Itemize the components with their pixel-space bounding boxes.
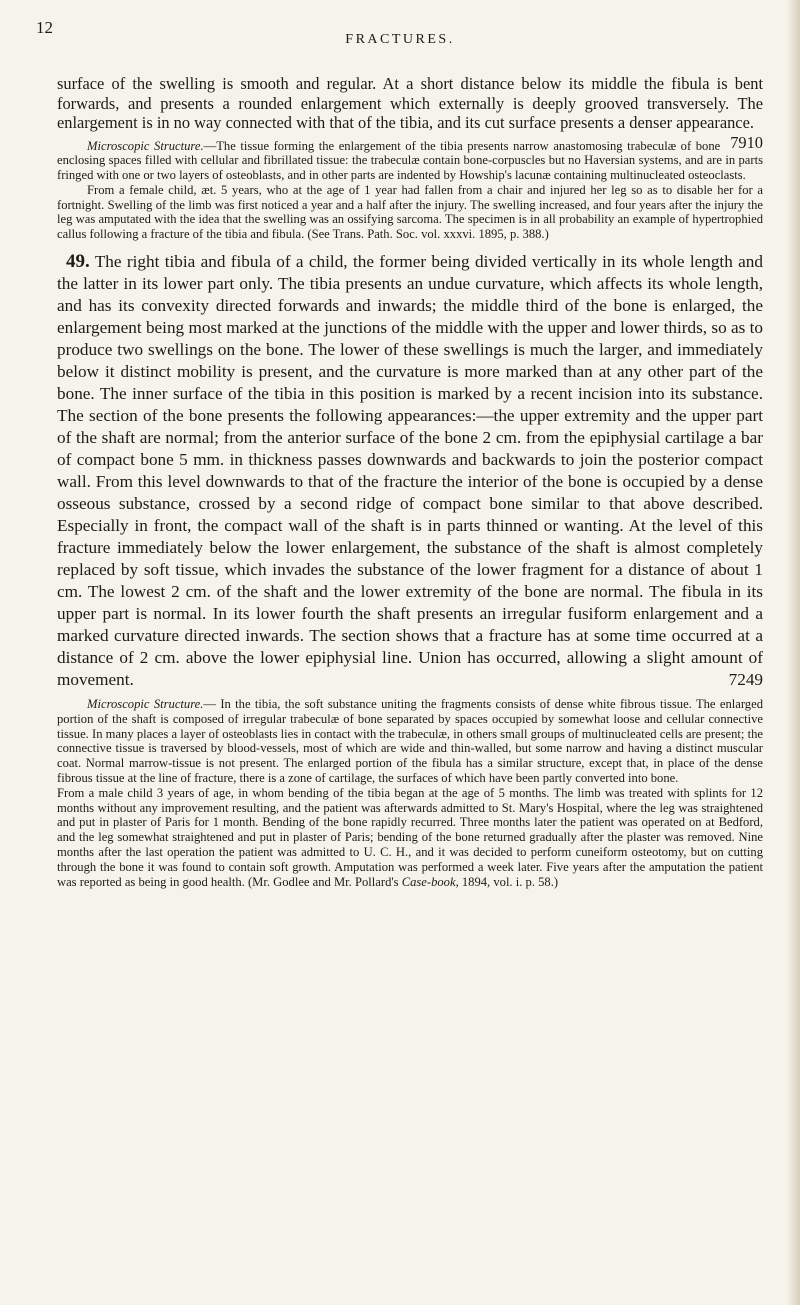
note-text: From a female child, æt. 5 years, who at the age of 1 year had fallen from a chair and injured her leg so as to disable her for a fortnight. Swelling of the limb was first noticed a year and a half after the injury. The swelling increased, and four years after the injury the leg was amputated with the idea that the swelling was an ossifying sarcoma. The specimen is in all probability an example of hypertrophied callus following a fracture of the tibia and fibula. (See Trans. Path. Soc. vol. xxxvi. 1895, p. 388.)	[57, 182, 763, 242]
note-heading: Microscopic Structure.	[87, 697, 204, 712]
case-history-note	[57, 183, 763, 242]
page-number: 12	[36, 18, 53, 37]
paragraph-text: surface of the swelling is smooth and regular. At a short distance below its middle the fibula is bent forwards, and presents a rounded enlargement which externally is deeply grooved transversely. The enlargement is in no way connected with that of the tibia, and its cut surface presents a denser appearance.	[57, 74, 763, 132]
specimen-text: The right tibia and fibula of a child, the former being divided vertically in its whole length and the latter in its lower part only. The tibia presents an undue curvature, which affects its whole length, and has its convexity directed forwards and inwards; the middle third of the bone is enlarged, the enlargement being most marked at the junctions of the middle with the upper and lower thirds, so as to produce two swellings on the bone. The lower of these swellings is much the larger, and immediately below it distinct mobility is present, and the curvature is more marked than at any other part of the bone. The inner surface of the tibia in this position is marked by a recent incision into its substance. The section of the bone presents the following appearances:—the upper extremity and the upper part of the shaft are normal; from the anterior surface of the bone 2 cm. from the epiphysial cartilage a bar of compact bone 5 mm. in thickness passes downwards and backwards to join the posterior compact wall. From this level downwards to that of the fracture the interior of the bone is occupied by a dense osseous substance, crossed by a second ridge of compact bone similar to that above described. Especially in front, the compact wall of the shaft is in parts thinned or wanting. At the level of this fracture immediately below the lower enlargement, the substance of the shaft is almost completely replaced by soft tissue, which invades the substance of the lower fragment for a distance of about 1 cm. The lowest 2 cm. of the shaft and the lower extremity of the bone are normal. The fibula in its upper part is normal. In its lower fourth the shaft presents an irregular fusiform enlargement and a marked curvature directed inwards. The section shows that a fracture has at some time occurred at a distance of 2 cm. above the lower epiphysial line. Union has occurred, allowing a slight amount of movement.	[57, 252, 763, 690]
specimen-49-description	[57, 251, 763, 691]
specimen-number: 49.	[66, 251, 90, 273]
case-book-reference: Case-book	[401, 874, 456, 889]
note-text: —The tissue forming the enlargement of the tibia presents narrow anastomosing trabeculæ of bone enclosing spaces filled with cellular and fibrillated tissue: the trabeculæ contain bone-corpuscles but no Haversian systems, and are in parts fringed with one or two layers of osteoblasts, and in other parts are indented by Howship's lacunæ containing multinucleated osteoclasts.	[57, 138, 763, 183]
microscopic-structure-note	[57, 139, 763, 183]
running-title: FRACTURES.	[345, 32, 455, 47]
catalogue-number: 7910	[730, 132, 763, 152]
microscopic-structure-note	[57, 697, 763, 786]
page-edge-shadow	[786, 0, 800, 1305]
note-text: — In the tibia, the soft substance uniting the fragments consists of dense white fibrous tissue. The enlarged portion of the shaft is composed of irregular trabeculæ of bone separated by spaces occupied by somewhat loose and cellular connective tissue. In many places a layer of osteoblasts lies in contact with the trabeculæ, in others small groups of multinucleated cells are present; the connective tissue is traversed by blood-vessels, most of which are wide and thin-walled, but some narrow and having a distinct muscular coat. Normal marrow-tissue is not present. The enlarged portion of the fibula has a similar structure, except that, in place of the dense fibrous tissue at the line of fracture, there is a zone of cartilage, the surfaces of which have been partly converted into bone.	[57, 697, 763, 786]
note-heading: Microscopic Structure.	[87, 138, 204, 153]
page-content	[57, 74, 763, 889]
case-history-note	[57, 786, 763, 890]
note-text: From a male child 3 years of age, in whom bending of the tibia began at the age of 5 months. The limb was treated with splints for 12 months without any improvement resulting, and the patient was afterwards admitted to St. Mary's Hospital, where the leg was straightened and put in plaster of Paris for 1 month. Bending of the bone rapidly recurred. Three months later the patient was operated on at Bedford, and the leg somewhat straightened and put in plaster of Paris; bending of the bone returned gradually after the plaster was removed. Nine months after the last operation the patient was admitted to U. C. H., and it was decided to perform cuneiform osteotomy, but on cutting through the bone it was found to contain soft growth. Amputation was performed a week later. Five years after the amputation the patient was reported as being in good health. (Mr. Godlee and Mr. Pollard's	[57, 785, 763, 889]
reference-end: , 1894, vol. i. p. 58.)	[455, 874, 559, 889]
catalogue-number: 7249	[728, 670, 763, 690]
